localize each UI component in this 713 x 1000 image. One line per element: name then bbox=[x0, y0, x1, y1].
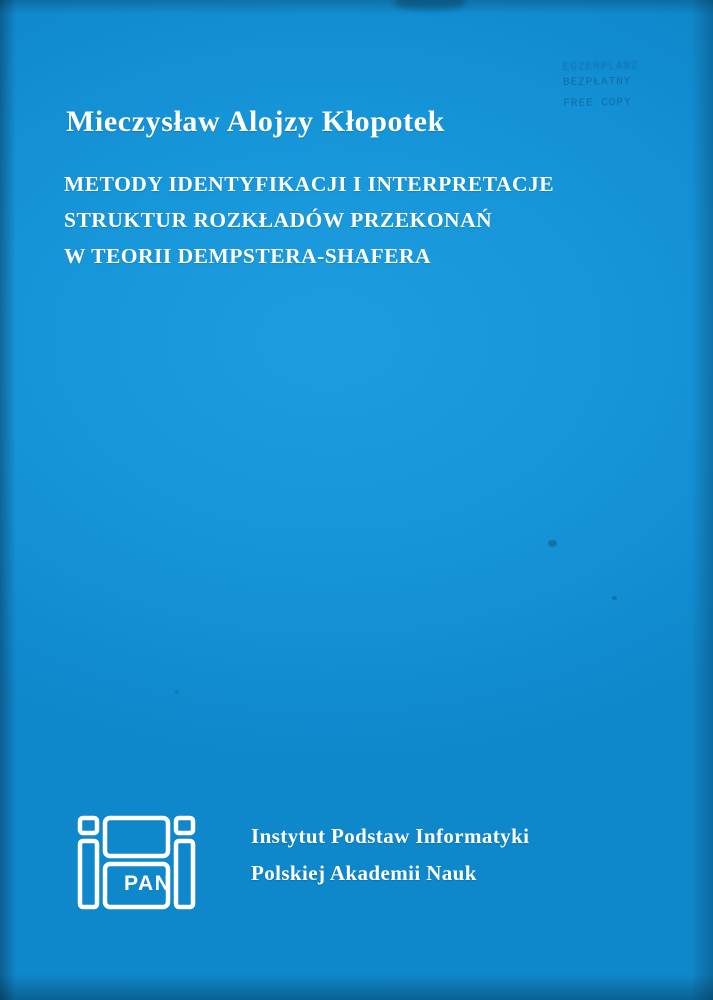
scan-edge-top bbox=[0, 0, 713, 14]
publisher-name bbox=[251, 818, 651, 892]
cover-speck bbox=[175, 690, 179, 694]
publisher-line-1: Instytut Podstaw Informatyki bbox=[251, 824, 530, 848]
cover-speck bbox=[612, 596, 617, 600]
scan-edge-bottom bbox=[0, 974, 713, 1000]
book-title bbox=[64, 166, 664, 274]
ipi-pan-logo bbox=[74, 812, 224, 917]
free-copy-stamp bbox=[563, 59, 694, 112]
publisher-line-2: Polskiej Akademii Nauk bbox=[251, 861, 477, 885]
stamp-line-3: FREE COPY bbox=[563, 96, 632, 110]
logo-pan-text: PAN bbox=[124, 872, 172, 895]
title-line-2: STRUKTUR ROZKŁADÓW PRZEKONAŃ bbox=[64, 208, 493, 232]
stamp-line-1: EGZEMPLARZ bbox=[562, 60, 639, 74]
scan-smudge bbox=[395, 0, 465, 10]
cover-speck bbox=[548, 540, 557, 547]
stamp-line-2: BEZPŁATNY bbox=[562, 75, 632, 89]
title-line-1: METODY IDENTYFIKACJI I INTERPRETACJE bbox=[64, 172, 555, 196]
title-line-3: W TEORII DEMPSTERA-SHAFERA bbox=[64, 244, 432, 268]
scan-edge-right bbox=[691, 0, 713, 1000]
scan-edge-left bbox=[0, 0, 16, 1000]
author-name: Mieczysław Alojzy Kłopotek bbox=[66, 105, 445, 138]
